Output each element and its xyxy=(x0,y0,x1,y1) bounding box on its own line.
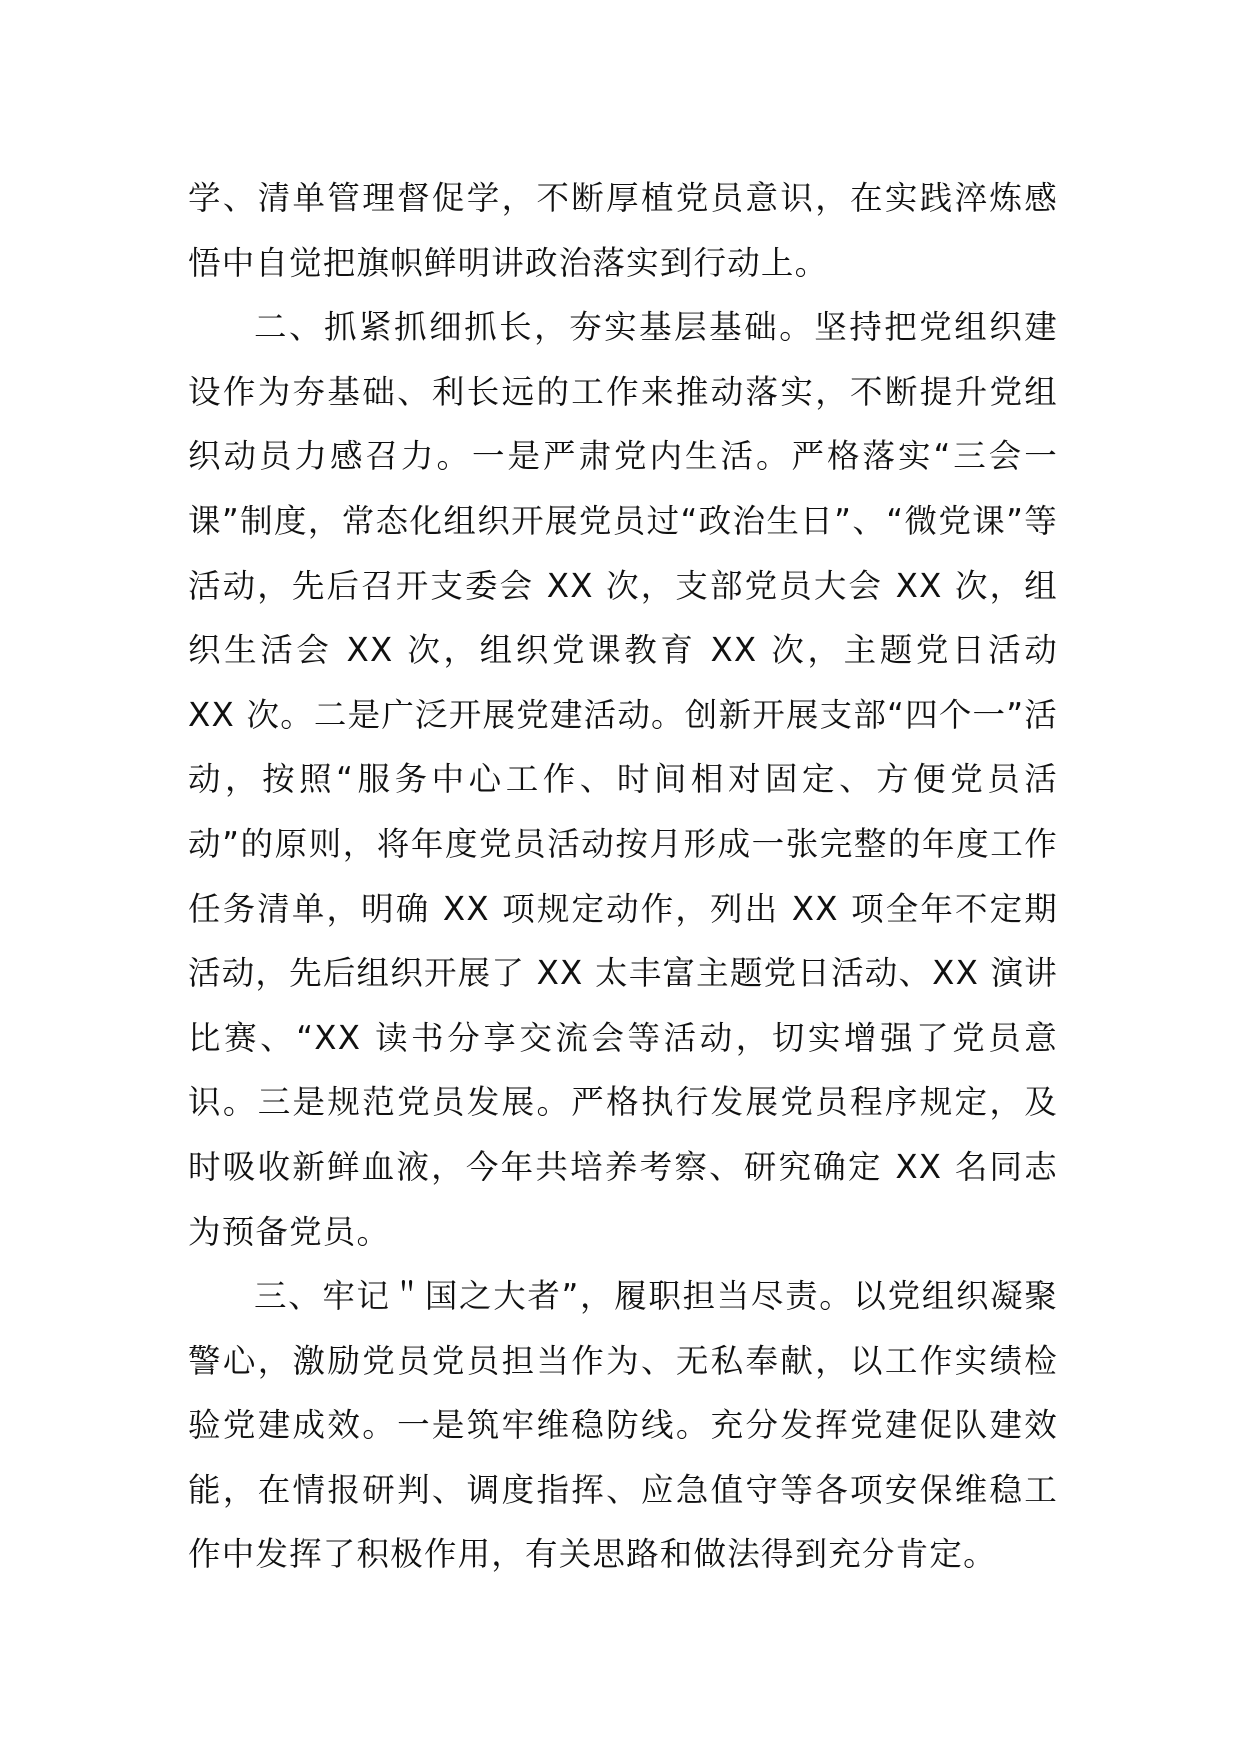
paragraph-3: 三、牢记＂国之大者”，履职担当尽责。以党组织凝聚警心，激励党员党员担当作为、无私奉献，以工作实绩检验党建成效。一是筑牢维稳防线。充分发挥党建促队建效能，在情报研判、调度指挥、应急值守等各项安保维稳工作中发挥了积极作用，有关思路和做法得到充分肯定。 xyxy=(188,1277,1058,1574)
paragraph-2: 二、抓紧抓细抓长，夯实基层基础。坚持把党组织建设作为夯基础、利长远的工作来推动落实，不断提升党组织动员力感召力。一是严肃党内生活。严格落实“三会一课”制度，常态化组织开展党员过“政治生日”、“微党课”等活动，先后召开支委会 XX 次，支部党员大会 XX 次，组织生活会 XX 次，组织党课教育 XX 次，主题党日活动 XX 次。二是广泛开展党建活动。创新开展支部“四个一”活动，按照“服务中心工作、时间相对固定、方便党员活动”的原则，将年度党员活动按月形成一张完整的年度工作任务清单，明确 XX 项规定动作，列出 XX 项全年不定期活动，先后组织开展了 XX 太丰富主题党日活动、XX 演讲比赛、“XX 读书分享交流会等活动，切实增强了党员意识。三是规范党员发展。严格执行发展党员程序规定，及时吸收新鲜血液，今年共培养考察、研究确定 XX 名同志为预备党员。 xyxy=(188,308,1058,1251)
paragraph-1: 学、清单管理督促学，不断厚植党员意识，在实践淬炼感悟中自觉把旗帜鲜明讲政治落实到行动上。 xyxy=(188,179,1058,282)
body-text xyxy=(188,166,1058,1587)
